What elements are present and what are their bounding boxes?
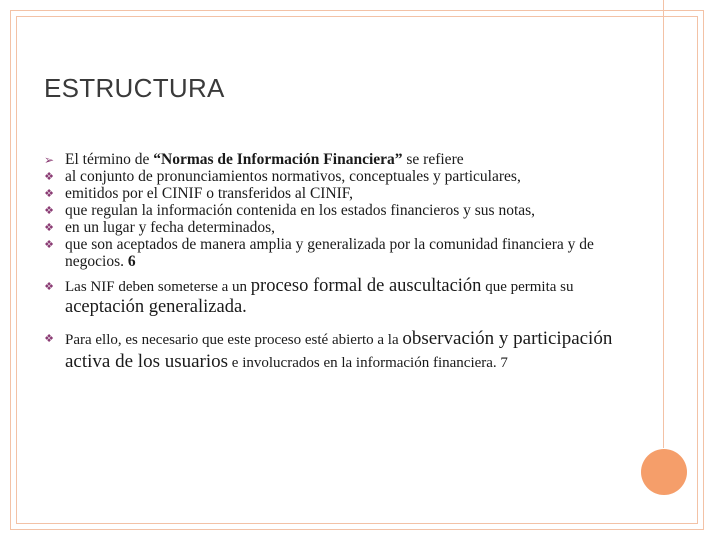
bullet-item — [40, 236, 630, 270]
bullet-item — [40, 219, 630, 236]
bullet-item — [40, 202, 630, 219]
arrow-bullet-icon: ➢ — [43, 153, 55, 167]
bullet-text: que regulan la información contenida en los estados financieros y sus notas, — [65, 202, 536, 219]
diamond-bullet-icon: ❖ — [44, 333, 54, 345]
bullet-text: que permita su — [481, 279, 574, 295]
bullet-emphasis: observación y participación activa de los usuarios — [65, 328, 613, 372]
bullet-item — [40, 185, 630, 202]
bullet-item — [40, 168, 630, 185]
bullet-emphasis: aceptación generalizada. — [65, 297, 247, 317]
diamond-bullet-icon: ❖ — [44, 188, 54, 200]
diamond-bullet-icon: ❖ — [44, 205, 54, 217]
bullet-text-tail: se refiere — [402, 151, 464, 168]
bullet-text: en un lugar y fecha determinados, — [65, 219, 276, 236]
diamond-bullet-icon: ❖ — [44, 171, 54, 183]
diamond-bullet-icon: ❖ — [44, 239, 54, 251]
bullet-text: emitidos por el CINIF o transferidos al CINIF, — [65, 185, 354, 202]
bullet-item — [40, 328, 630, 374]
diamond-bullet-icon: ❖ — [44, 222, 54, 234]
bullet-bold-term: “Normas de Información Financiera” — [153, 151, 403, 168]
decorative-side-line — [663, 0, 664, 448]
bullet-item — [40, 151, 630, 168]
diamond-bullet-icon: ❖ — [44, 281, 54, 293]
bullet-text: El término de — [65, 151, 154, 168]
bullet-text: Las NIF deben someterse a un — [65, 279, 251, 295]
bullet-text: al conjunto de pronunciamientos normativos, conceptuales y particulares, — [65, 168, 521, 185]
bullet-text: e involucrados en la información financiera. 7 — [228, 355, 508, 371]
slide-title: ESTRUCTURA — [44, 73, 225, 103]
bullet-list — [40, 151, 630, 374]
bullet-text: que son aceptados de manera amplia y generalizada por la comunidad financiera y de negocios. — [65, 236, 594, 270]
footnote-number: 6 — [123, 253, 136, 270]
bullet-emphasis: proceso formal de auscultación — [250, 276, 482, 296]
bullet-item — [40, 276, 630, 318]
bullet-text: Para ello, es necesario que este proceso esté abierto a la — [65, 332, 403, 348]
decorative-orange-circle — [641, 449, 687, 495]
